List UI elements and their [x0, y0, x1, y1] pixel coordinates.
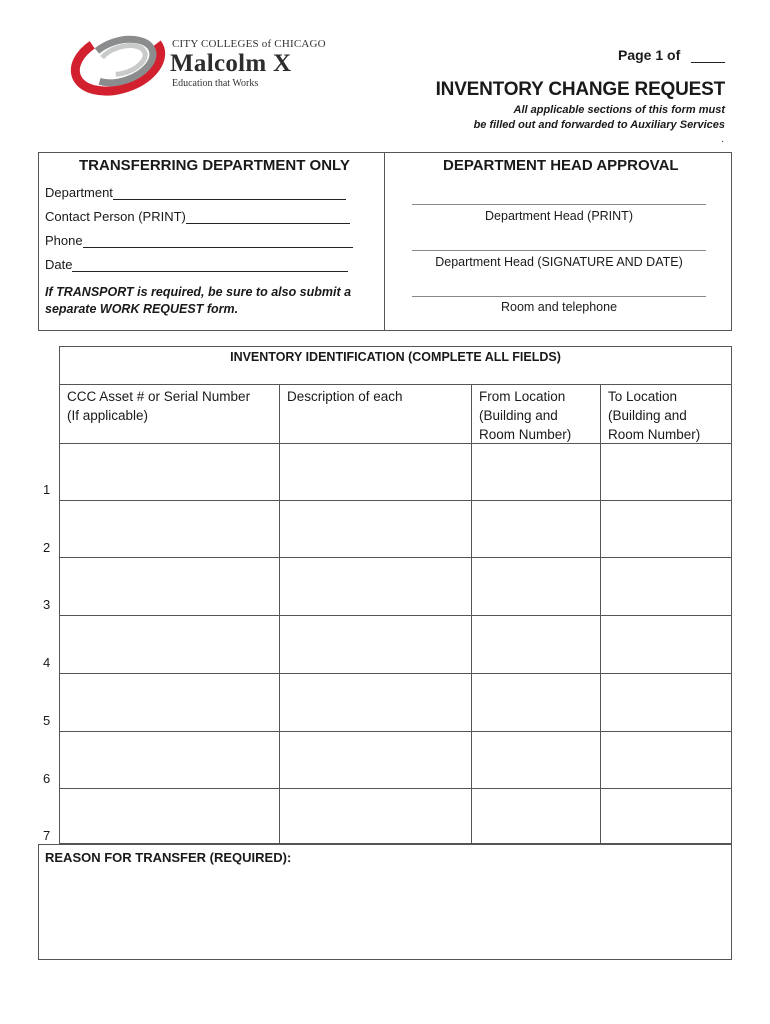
instructions-line-2: be filled out and forwarded to Auxiliary Services	[473, 119, 725, 131]
column-to-line-1: To Location	[608, 389, 678, 404]
head-print-label: Department Head (PRINT)	[485, 209, 633, 223]
row-number-4: 4	[43, 655, 51, 670]
column-description-line-1: Description of each	[287, 389, 403, 404]
row-divider-1	[60, 500, 731, 501]
row-divider-2	[60, 557, 731, 558]
contact-field[interactable]	[45, 209, 350, 224]
column-divider-3	[600, 384, 601, 844]
column-divider-2	[471, 384, 472, 844]
inventory-title-divider	[60, 384, 731, 385]
page-total-field[interactable]	[691, 62, 725, 63]
phone-line[interactable]	[83, 236, 353, 248]
department-line[interactable]	[113, 188, 346, 200]
date-line[interactable]	[72, 260, 348, 272]
contact-label: Contact Person (PRINT)	[45, 209, 186, 224]
transport-note-line-1: If TRANSPORT is required, be sure to also submit a	[45, 285, 352, 299]
column-from-line-1: From Location	[479, 389, 566, 404]
row-number-1: 1	[43, 482, 51, 497]
instructions-line-1: All applicable sections of this form must	[513, 104, 725, 116]
form-title: INVENTORY CHANGE REQUEST	[435, 79, 725, 100]
header-row-divider	[60, 443, 731, 444]
inventory-table	[59, 346, 732, 844]
column-to-header	[608, 387, 700, 444]
head-signature-label: Department Head (SIGNATURE AND DATE)	[435, 255, 683, 269]
department-label: Department	[45, 185, 113, 200]
column-asset-line-1: CCC Asset # or Serial Number	[67, 389, 251, 404]
head-print-line[interactable]	[412, 204, 706, 205]
room-telephone-line[interactable]	[412, 296, 706, 297]
column-from-line-3: Room Number)	[479, 427, 572, 442]
column-asset-header	[67, 387, 250, 425]
department-field[interactable]	[45, 185, 346, 200]
date-label: Date	[45, 257, 73, 272]
contact-line[interactable]	[186, 212, 350, 224]
instructions	[474, 103, 725, 133]
row-number-7: 7	[43, 828, 51, 843]
row-number-6: 6	[43, 771, 51, 786]
room-telephone-label: Room and telephone	[500, 300, 618, 314]
row-divider-6	[60, 788, 731, 789]
column-to-line-2: (Building and	[608, 408, 687, 423]
transport-note	[45, 284, 351, 318]
malcolm-x-logo	[66, 28, 166, 96]
row-divider-5	[60, 731, 731, 732]
page-label: Page 1 of	[618, 47, 681, 63]
column-divider-1	[279, 384, 280, 844]
transport-note-line-2: separate WORK REQUEST form.	[45, 302, 239, 316]
row-divider-4	[60, 673, 731, 674]
phone-field[interactable]	[45, 233, 353, 248]
brand-tagline: Education that Works	[172, 78, 259, 89]
row-number-5: 5	[43, 713, 51, 728]
trailing-mark: .	[721, 134, 724, 145]
approval-heading: DEPARTMENT HEAD APPROVAL	[443, 157, 679, 174]
column-to-line-3: Room Number)	[608, 427, 701, 442]
brand-name: Malcolm X	[170, 50, 292, 77]
column-asset-line-2: (If applicable)	[67, 408, 149, 423]
reason-label: REASON FOR TRANSFER (REQUIRED):	[45, 850, 292, 865]
inventory-title: INVENTORY IDENTIFICATION (COMPLETE ALL FIELDS)	[230, 350, 561, 364]
head-signature-line[interactable]	[412, 250, 706, 251]
column-description-header	[287, 387, 403, 406]
brand-org: CITY COLLEGES of CHICAGO	[172, 38, 326, 50]
top-section	[38, 152, 732, 331]
row-number-2: 2	[43, 540, 51, 555]
date-field[interactable]	[45, 257, 348, 272]
row-number-3: 3	[43, 597, 51, 612]
phone-label: Phone	[45, 233, 83, 248]
column-from-line-2: (Building and	[479, 408, 558, 423]
reason-box[interactable]	[38, 844, 732, 960]
top-divider	[384, 153, 385, 330]
transferring-heading: TRANSFERRING DEPARTMENT ONLY	[79, 157, 350, 174]
row-divider-3	[60, 615, 731, 616]
column-from-header	[479, 387, 571, 444]
